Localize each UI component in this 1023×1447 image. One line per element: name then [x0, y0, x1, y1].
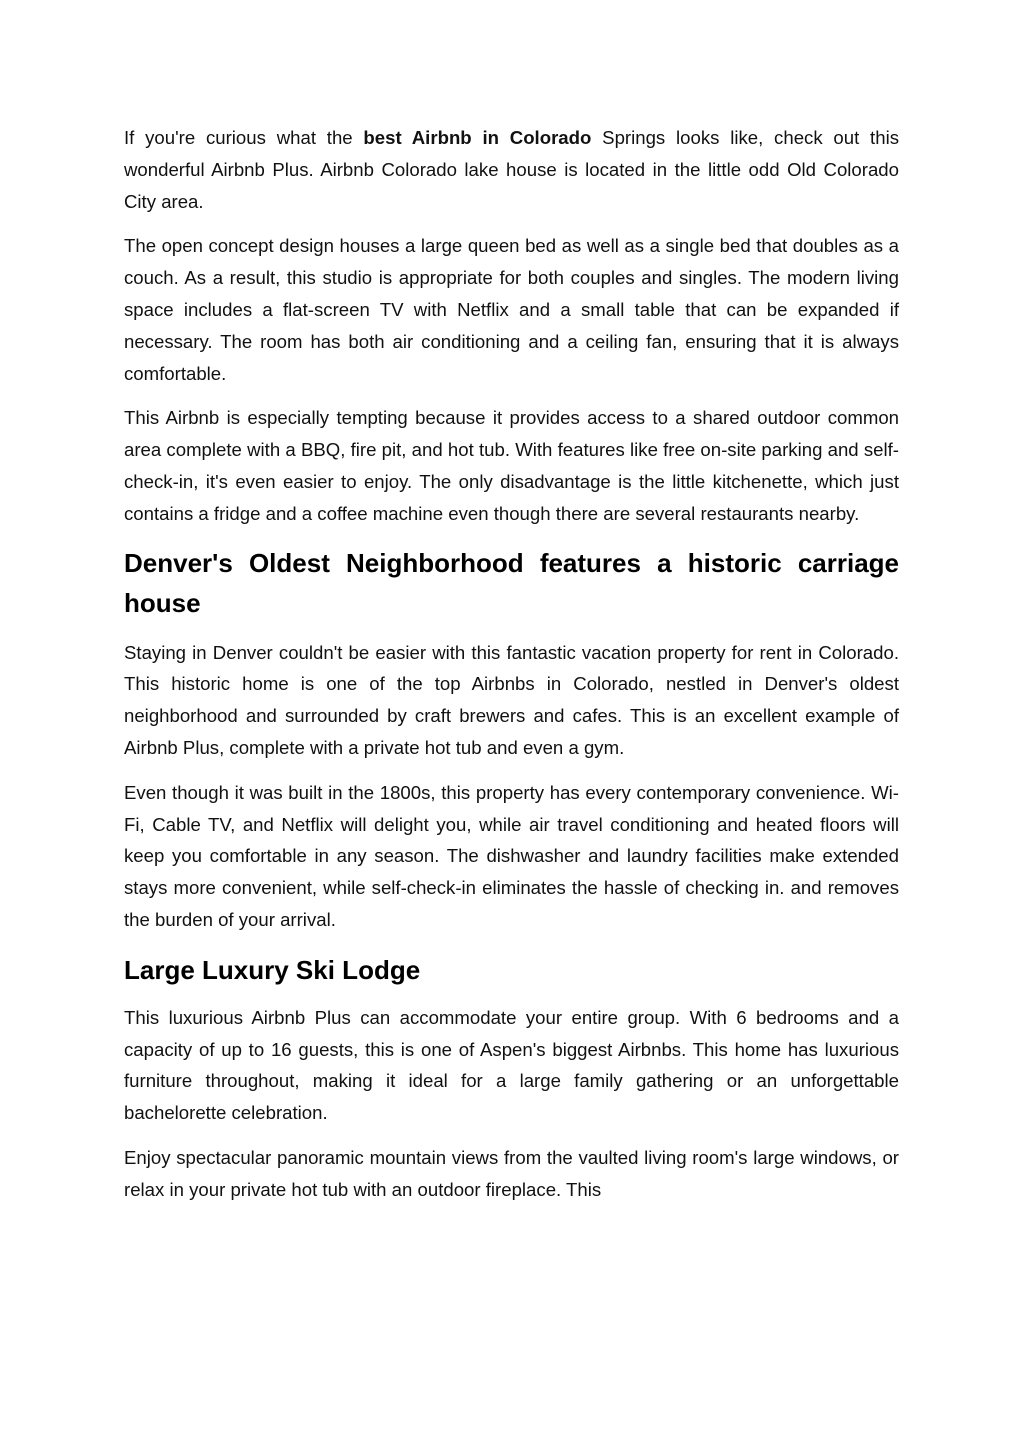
paragraph-built-1800s: Even though it was built in the 1800s, this property has every contemporary convenience. Wi-Fi, Cable TV, and Netflix will delight you, while air travel conditioning and heated floors will keep you comfortable in any season. The dishwasher and laundry facilities make extended stays more convenient, while self-check-in eliminates the hassle of checking in. and removes the burden of your arrival. — [124, 781, 899, 930]
bold-keyword: best Airbnb in Colorado — [363, 127, 592, 148]
paragraph-open-concept: The open concept design houses a large queen bed as well as a single bed that doubles as a couch. As a result, this studio is appropriate for both couples and singles. The modern living space includes a flat-screen TV with Netflix and a small table that can be expanded if necessary. The room has both air conditioning and a ceiling fan, ensuring that it is always comfortable. — [124, 235, 899, 384]
section-heading-denver: Denver's Oldest Neighborhood features a historic carriage house — [124, 547, 899, 618]
section-heading-ski-lodge: Large Luxury Ski Lodge — [124, 954, 421, 985]
paragraph-shared-outdoor: This Airbnb is especially tempting because it provides access to a shared outdoor common area complete with a BBQ, fire pit, and hot tub. With features like free on-site parking and self-check-in, it's even easier to enjoy. The only disadvantage is the little kitchenette, which just contains a fridge and a coffee machine even though there are several restaurants nearby. — [124, 407, 899, 524]
paragraph-luxurious-airbnb: This luxurious Airbnb Plus can accommodate your entire group. With 6 bedrooms and a capacity of up to 16 guests, this is one of Aspen's biggest Airbnbs. This home has luxurious furniture throughout, making it ideal for a large family gathering or an unforgettable bachelorette celebration. — [124, 1006, 899, 1124]
paragraph-text-before: If you're curious what the — [124, 127, 364, 148]
paragraph-text-after: Springs looks like, check out this wonderful Airbnb Plus. Airbnb Colorado lake house is located in the little odd Old Colorado City area. — [124, 127, 899, 212]
document-page — [124, 122, 899, 1219]
paragraph-staying-denver: Staying in Denver couldn't be easier with this fantastic vacation property for rent in Colorado. This historic home is one of the top Airbnbs in Colorado, nestled in Denver's oldest neighborhood and surrounded by craft brewers and cafes. This is an excellent example of Airbnb Plus, complete with a private hot tub and even a gym. — [124, 641, 899, 758]
paragraph-mountain-views: Enjoy spectacular panoramic mountain views from the vaulted living room's large windows, or relax in your private hot tub with an outdoor fireplace. This — [124, 1146, 899, 1200]
paragraph-colorado-springs — [124, 122, 899, 217]
